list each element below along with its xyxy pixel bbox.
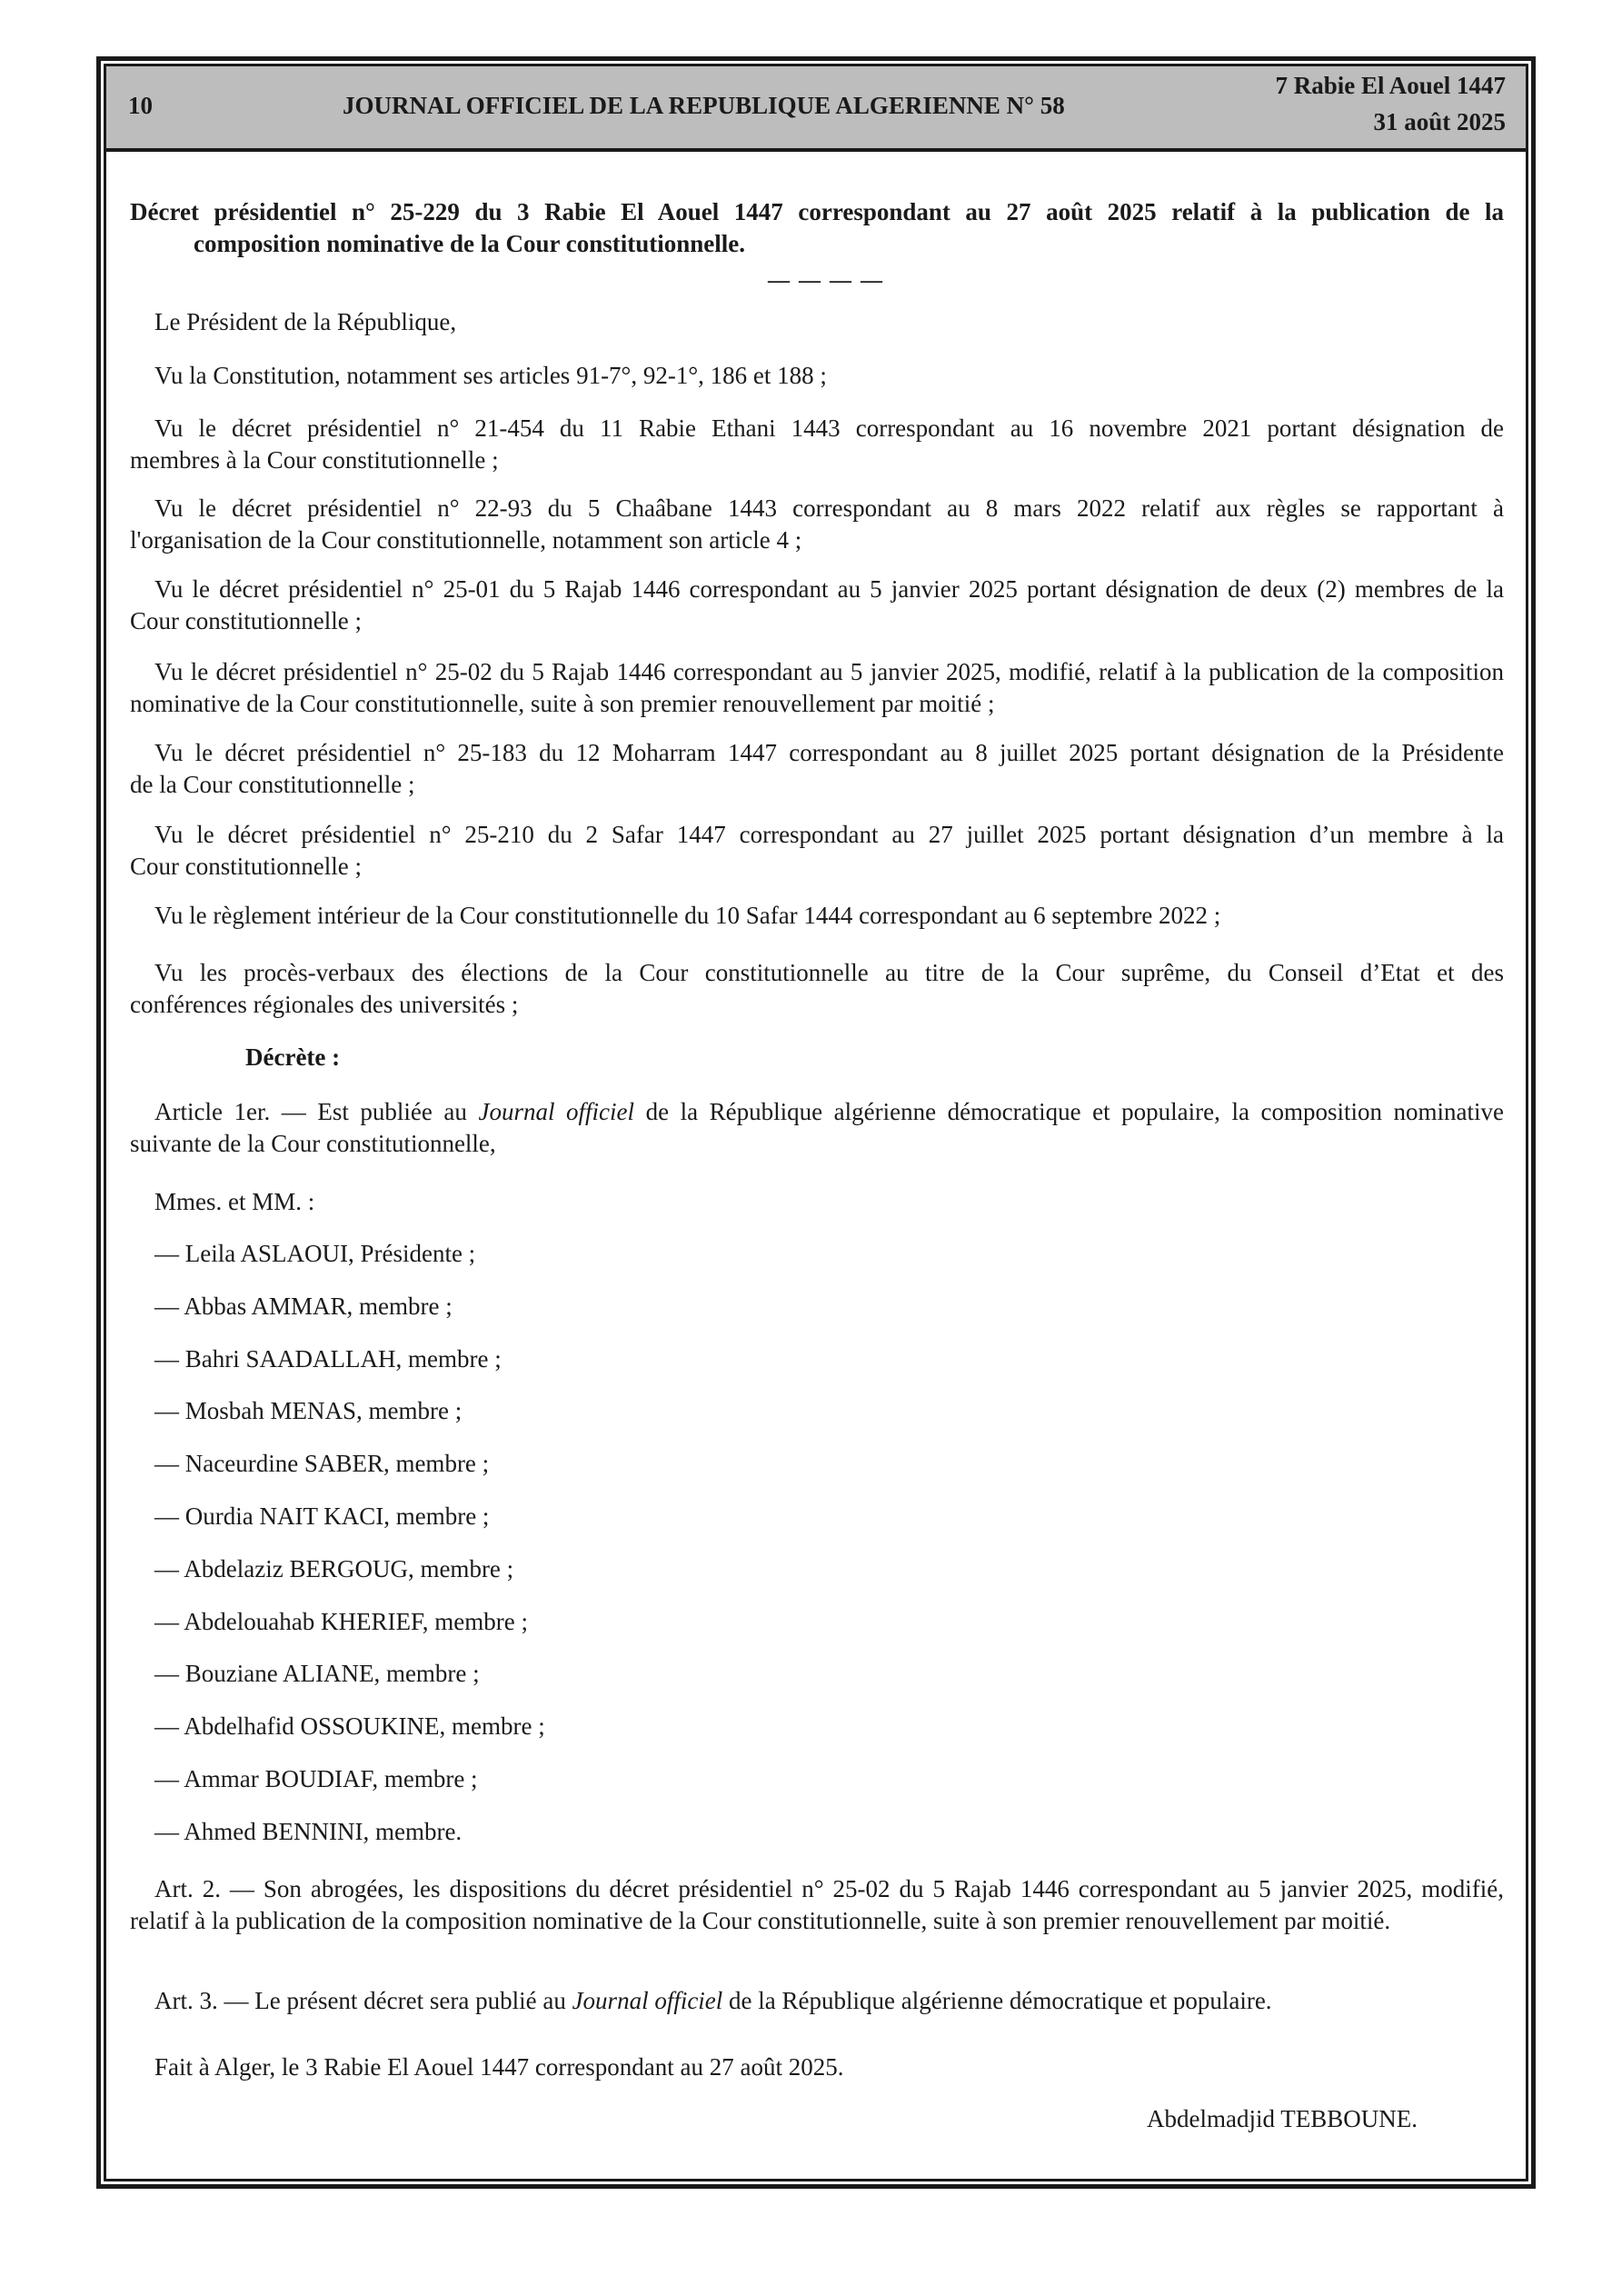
paragraph-line: Vu le décret présidentiel n° 22-93 du 5 Chaâbane 1443 correspondant au 8 mars 2022 relatif aux règles se rapportant à: [154, 494, 1504, 522]
paragraph-line: l'organisation de la Cour constitutionnelle, notamment son article 4 ;: [130, 526, 802, 554]
paragraph-line: Vu le règlement intérieur de la Cour constitutionnelle du 10 Safar 1444 correspondant au 6 septembre 2022 ;: [154, 902, 1221, 929]
paragraph-line: Le Président de la République,: [154, 308, 457, 335]
paragraph: [130, 900, 1504, 932]
member-list-item: — Abdelaziz BERGOUG, membre ;: [154, 1554, 514, 1582]
decrete-heading: Décrète :: [245, 1043, 341, 1071]
done-at: [130, 2051, 1504, 2083]
decree-title: [130, 196, 1504, 260]
member-list-item: — Ammar BOUDIAF, membre ;: [154, 1765, 478, 1792]
member-list-item: — Leila ASLAOUI, Présidente ;: [154, 1240, 476, 1267]
paragraph-line: nominative de la Cour constitutionnelle, suite à son premier renouvellement par moitié ;: [130, 690, 995, 717]
paragraph-line: de la Cour constitutionnelle ;: [130, 771, 415, 798]
paragraph-line: Vu le décret présidentiel n° 25-02 du 5 Rajab 1446 correspondant au 5 janvier 2025, modifié, relatif à la publication de la composition: [154, 658, 1504, 685]
paragraph-line: Vu les procès-verbaux des élections de la Cour constitutionnelle au titre de la Cour suprême, du Conseil d’Etat et des: [154, 959, 1504, 986]
article-2-line: Art. 2. — Son abrogées, les dispositions du décret présidentiel n° 25-02 du 5 Rajab 1446 correspondant au 5 janvier 2025, modifié,: [154, 1875, 1504, 1902]
decree-title-line: composition nominative de la Cour constitutionnelle.: [194, 230, 746, 257]
paragraph: [130, 819, 1504, 883]
paragraph: [130, 306, 1504, 338]
paragraph: [130, 656, 1504, 720]
article-1-line: [130, 1096, 1504, 1128]
member-list-item: — Ourdia NAIT KACI, membre ;: [154, 1502, 490, 1530]
paragraph: [130, 493, 1504, 556]
member-list-item: — Ahmed BENNINI, membre.: [154, 1817, 463, 1845]
text: Article 1er. — Est publiée au: [154, 1098, 479, 1125]
article-3-line: [130, 1985, 1504, 2017]
title-separator: — — — —: [768, 269, 884, 293]
paragraph: [130, 574, 1504, 637]
paragraph-line: membres à la Cour constitutionnelle ;: [130, 446, 499, 474]
member-list-item: — Mosbah MENAS, membre ;: [154, 1397, 463, 1425]
done-at-text: Fait à Alger, le 3 Rabie El Aouel 1447 correspondant au 27 août 2025.: [154, 2053, 844, 2081]
paragraph-line: Vu la Constitution, notamment ses articles 91-7°, 92-1°, 186 et 188 ;: [154, 362, 827, 389]
signature: Abdelmadjid TEBBOUNE.: [1147, 2105, 1418, 2132]
article-3: [130, 1985, 1504, 2017]
page-number: 10: [128, 92, 153, 119]
paragraph: [130, 360, 1504, 392]
article-2: [130, 1873, 1504, 1937]
salutation-text: Mmes. et MM. :: [154, 1188, 315, 1215]
paragraph: [130, 737, 1504, 801]
gregorian-date: 31 août 2025: [1373, 108, 1506, 135]
paragraph: [130, 413, 1504, 476]
member-list-item: — Abdelouahab KHERIEF, membre ;: [154, 1607, 529, 1635]
journal-header: [106, 66, 1526, 152]
text: de la République algérienne démocratique et populaire, la composition nominative: [634, 1098, 1505, 1125]
paragraph-line: conférences régionales des universités ;: [130, 991, 519, 1018]
text: de la République algérienne démocratique et populaire.: [722, 1987, 1272, 2014]
paragraph: [130, 957, 1504, 1021]
decree-title-line: Décret présidentiel n° 25-229 du 3 Rabie El Aouel 1447 correspondant au 27 août 2025 relatif à la publication de la: [130, 198, 1504, 225]
member-list-item: — Naceurdine SABER, membre ;: [154, 1450, 490, 1478]
journal-officiel-italic: Journal officiel: [572, 1987, 723, 2014]
member-list-item: — Abbas AMMAR, membre ;: [154, 1292, 453, 1320]
paragraph-line: Cour constitutionnelle ;: [130, 607, 362, 634]
journal-title: JOURNAL OFFICIEL DE LA REPUBLIQUE ALGERIENNE N° 58: [343, 92, 1065, 119]
salutation: [130, 1186, 1504, 1218]
member-list-item: — Bouziane ALIANE, membre ;: [154, 1660, 480, 1688]
paragraph-line: Vu le décret présidentiel n° 25-210 du 2 Safar 1447 correspondant au 27 juillet 2025 portant désignation d’un membre à la: [154, 821, 1504, 848]
article-1: [130, 1096, 1504, 1160]
member-list-item: — Bahri SAADALLAH, membre ;: [154, 1344, 502, 1373]
paragraph-line: Vu le décret présidentiel n° 25-01 du 5 Rajab 1446 correspondant au 5 janvier 2025 portant désignation de deux (2) membres de la: [154, 575, 1504, 603]
paragraph-line: Cour constitutionnelle ;: [130, 853, 362, 880]
hijri-date: 7 Rabie El Aouel 1447: [1275, 72, 1506, 99]
text: Art. 3. — Le présent décret sera publié au: [154, 1987, 572, 2014]
journal-officiel-italic: Journal officiel: [478, 1098, 635, 1125]
paragraph-line: Vu le décret présidentiel n° 25-183 du 12 Moharram 1447 correspondant au 8 juillet 2025 portant désignation de la Présidente: [154, 739, 1504, 766]
member-list-item: — Abdelhafid OSSOUKINE, membre ;: [154, 1712, 545, 1741]
paragraph-line: Vu le décret présidentiel n° 21-454 du 11 Rabie Ethani 1443 correspondant au 16 novembre 2021 portant désignation de: [154, 414, 1504, 442]
article-1-line: suivante de la Cour constitutionnelle,: [130, 1130, 496, 1157]
article-2-line: relatif à la publication de la composition nominative de la Cour constitutionnelle, suite à son premier renouvellement par moitié.: [130, 1907, 1391, 1934]
